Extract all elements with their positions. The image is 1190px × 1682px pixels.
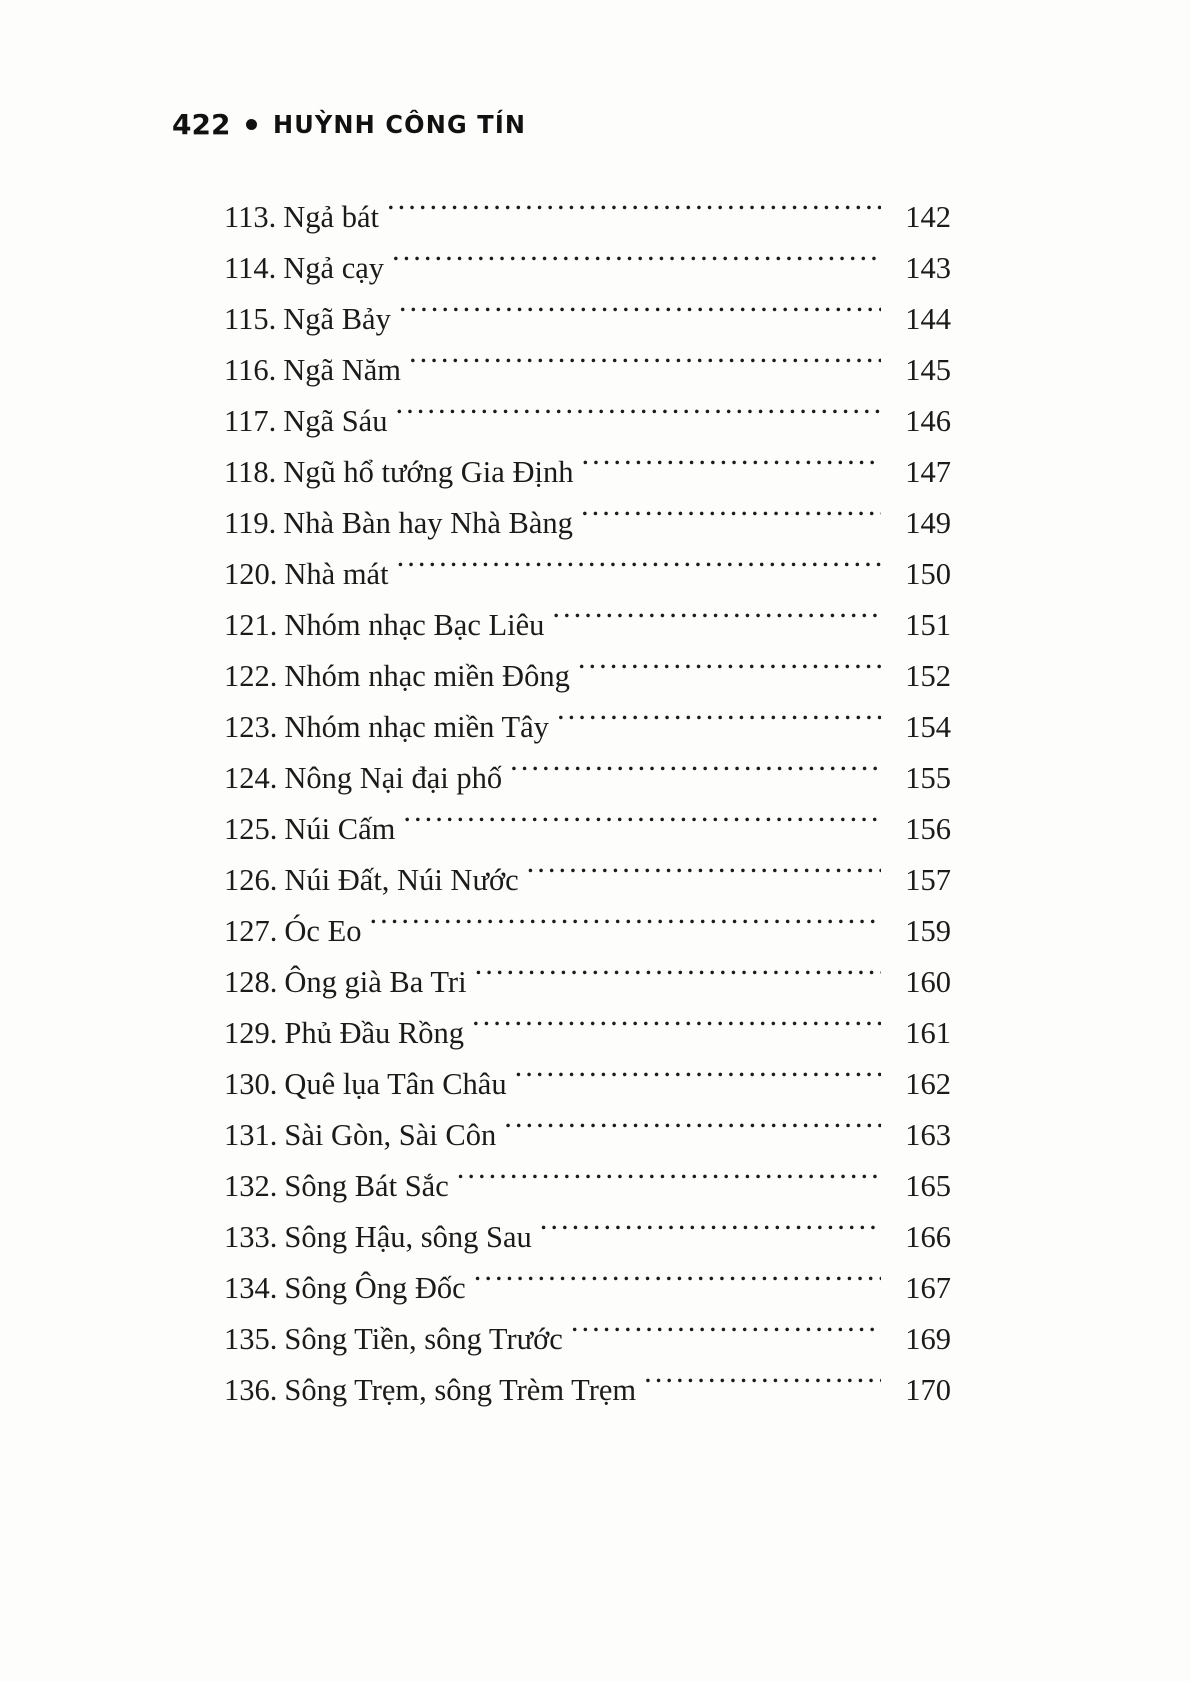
toc-entry[interactable] xyxy=(224,1161,951,1212)
toc-entry-page-number: 147 xyxy=(905,455,951,489)
toc-leader-dots xyxy=(387,197,881,228)
toc-leader-dots xyxy=(504,1115,881,1146)
toc-entry-page-number: 159 xyxy=(905,914,951,948)
toc-entry[interactable] xyxy=(224,447,951,498)
toc-entry-number: 116. xyxy=(224,353,277,387)
toc-entry-page-number: 152 xyxy=(905,659,951,693)
toc-entry-title: Nhà mát xyxy=(284,557,389,591)
toc-leader-dots xyxy=(369,911,881,942)
toc-entry-page-number: 143 xyxy=(905,251,951,285)
toc-leader-dots xyxy=(552,605,881,636)
toc-leader-dots xyxy=(403,809,881,840)
toc-entry-title: Nhóm nhạc miền Đông xyxy=(284,659,570,693)
toc-entry[interactable] xyxy=(224,396,951,447)
toc-leader-dots xyxy=(581,503,881,534)
toc-entry-page-number: 170 xyxy=(905,1373,951,1407)
toc-entry-number: 123. xyxy=(224,710,278,744)
toc-entry[interactable] xyxy=(224,702,951,753)
toc-entry-number: 134. xyxy=(224,1271,278,1305)
toc-entry-number: 126. xyxy=(224,863,278,897)
toc-entry-title: Óc Eo xyxy=(284,914,362,948)
toc-entry-number: 125. xyxy=(224,812,278,846)
toc-entry-page-number: 150 xyxy=(905,557,951,591)
toc-entry-page-number: 156 xyxy=(905,812,951,846)
toc-leader-dots xyxy=(472,1013,881,1044)
toc-entry-title: Sông Bát Sắc xyxy=(284,1169,449,1203)
toc-leader-dots xyxy=(540,1217,881,1248)
toc-entry[interactable] xyxy=(224,804,951,855)
toc-entry-page-number: 149 xyxy=(905,506,951,540)
toc-entry-title: Sông Tiền, sông Trước xyxy=(284,1322,563,1356)
toc-entry-number: 128. xyxy=(224,965,278,999)
running-head xyxy=(172,108,537,141)
toc-entry-page-number: 144 xyxy=(905,302,951,336)
toc-entry-title: Ngả cạy xyxy=(283,251,385,285)
toc-entry-title: Ông già Ba Tri xyxy=(284,965,467,999)
toc-entry-page-number: 162 xyxy=(905,1067,951,1101)
toc-entry-number: 118. xyxy=(224,455,277,489)
table-of-contents xyxy=(224,192,951,1416)
toc-entry-title: Ngã Năm xyxy=(283,353,401,387)
toc-entry[interactable] xyxy=(224,549,951,600)
toc-entry-title: Núi Đất, Núi Nước xyxy=(284,863,519,897)
toc-entry-page-number: 146 xyxy=(905,404,951,438)
toc-entry[interactable] xyxy=(224,498,951,549)
toc-leader-dots xyxy=(457,1166,881,1197)
toc-entry[interactable] xyxy=(224,1314,951,1365)
toc-leader-dots xyxy=(578,656,881,687)
toc-entry[interactable] xyxy=(224,753,951,804)
toc-entry-page-number: 169 xyxy=(905,1322,951,1356)
toc-entry[interactable] xyxy=(224,906,951,957)
toc-entry-number: 127. xyxy=(224,914,278,948)
toc-entry-title: Nông Nại đại phố xyxy=(284,761,503,795)
toc-entry-page-number: 167 xyxy=(905,1271,951,1305)
toc-entry[interactable] xyxy=(224,1008,951,1059)
toc-entry-title: Nhóm nhạc miền Tây xyxy=(284,710,549,744)
toc-entry-title: Ngã Bảy xyxy=(283,302,391,336)
toc-entry-number: 122. xyxy=(224,659,278,693)
toc-entry[interactable] xyxy=(224,855,951,906)
toc-entry[interactable] xyxy=(224,600,951,651)
toc-entry-title: Sông Trẹm, sông Trèm Trẹm xyxy=(284,1373,637,1407)
toc-entry-number: 114. xyxy=(224,251,277,285)
toc-entry-number: 130. xyxy=(224,1067,278,1101)
toc-entry[interactable] xyxy=(224,243,951,294)
toc-leader-dots xyxy=(510,758,881,789)
toc-entry-title: Ngũ hổ tướng Gia Định xyxy=(283,455,574,489)
toc-entry-page-number: 157 xyxy=(905,863,951,897)
toc-entry[interactable] xyxy=(224,1212,951,1263)
toc-entry-page-number: 165 xyxy=(905,1169,951,1203)
toc-entry[interactable] xyxy=(224,1365,951,1416)
toc-entry-title: Sông Hậu, sông Sau xyxy=(284,1220,532,1254)
toc-entry-title: Sài Gòn, Sài Côn xyxy=(284,1118,497,1152)
toc-entry-number: 129. xyxy=(224,1016,278,1050)
toc-entry[interactable] xyxy=(224,1059,951,1110)
toc-entry[interactable] xyxy=(224,651,951,702)
toc-leader-dots xyxy=(474,1268,881,1299)
toc-entry-page-number: 151 xyxy=(905,608,951,642)
toc-entry-title: Quê lụa Tân Châu xyxy=(284,1067,507,1101)
toc-entry-page-number: 160 xyxy=(905,965,951,999)
toc-leader-dots xyxy=(397,554,881,585)
toc-entry-title: Ngã Sáu xyxy=(283,404,388,438)
toc-entry-title: Sông Ông Đốc xyxy=(284,1271,466,1305)
toc-leader-dots xyxy=(644,1370,881,1401)
toc-entry-title: Ngả bát xyxy=(283,200,379,234)
toc-leader-dots xyxy=(571,1319,881,1350)
toc-entry[interactable] xyxy=(224,1263,951,1314)
toc-entry-title: Nhà Bàn hay Nhà Bàng xyxy=(283,506,573,540)
toc-entry-number: 136. xyxy=(224,1373,278,1407)
toc-entry-number: 132. xyxy=(224,1169,278,1203)
toc-entry-page-number: 166 xyxy=(905,1220,951,1254)
toc-leader-dots xyxy=(581,452,881,483)
toc-leader-dots xyxy=(557,707,881,738)
toc-entry-number: 120. xyxy=(224,557,278,591)
bullet-separator-icon xyxy=(246,119,257,130)
toc-entry-number: 121. xyxy=(224,608,278,642)
toc-entry-page-number: 155 xyxy=(905,761,951,795)
toc-leader-dots xyxy=(475,962,881,993)
toc-entry-number: 115. xyxy=(224,302,277,336)
toc-entry-number: 124. xyxy=(224,761,278,795)
toc-entry-title: Núi Cấm xyxy=(284,812,396,846)
toc-entry-page-number: 142 xyxy=(905,200,951,234)
toc-entry-page-number: 154 xyxy=(905,710,951,744)
toc-entry[interactable] xyxy=(224,192,951,243)
toc-leader-dots xyxy=(527,860,881,891)
toc-entry[interactable] xyxy=(224,345,951,396)
toc-entry-page-number: 161 xyxy=(905,1016,951,1050)
toc-entry-number: 131. xyxy=(224,1118,278,1152)
toc-entry-number: 113. xyxy=(224,200,277,234)
toc-entry-number: 135. xyxy=(224,1322,278,1356)
toc-leader-dots xyxy=(399,299,881,330)
toc-entry-number: 117. xyxy=(224,404,277,438)
toc-leader-dots xyxy=(395,401,881,432)
toc-leader-dots xyxy=(409,350,881,381)
toc-entry[interactable] xyxy=(224,294,951,345)
toc-entry-title: Nhóm nhạc Bạc Liêu xyxy=(284,608,545,642)
toc-entry-number: 133. xyxy=(224,1220,278,1254)
toc-entry[interactable] xyxy=(224,957,951,1008)
toc-entry-title: Phủ Đầu Rồng xyxy=(284,1016,464,1050)
toc-leader-dots xyxy=(392,248,881,279)
author-name: HUỲNH CÔNG TÍN xyxy=(273,110,527,139)
toc-leader-dots xyxy=(515,1064,881,1095)
toc-entry[interactable] xyxy=(224,1110,951,1161)
toc-entry-number: 119. xyxy=(224,506,277,540)
page-folio-number: 422 xyxy=(172,108,231,141)
toc-entry-page-number: 145 xyxy=(905,353,951,387)
toc-entry-page-number: 163 xyxy=(905,1118,951,1152)
